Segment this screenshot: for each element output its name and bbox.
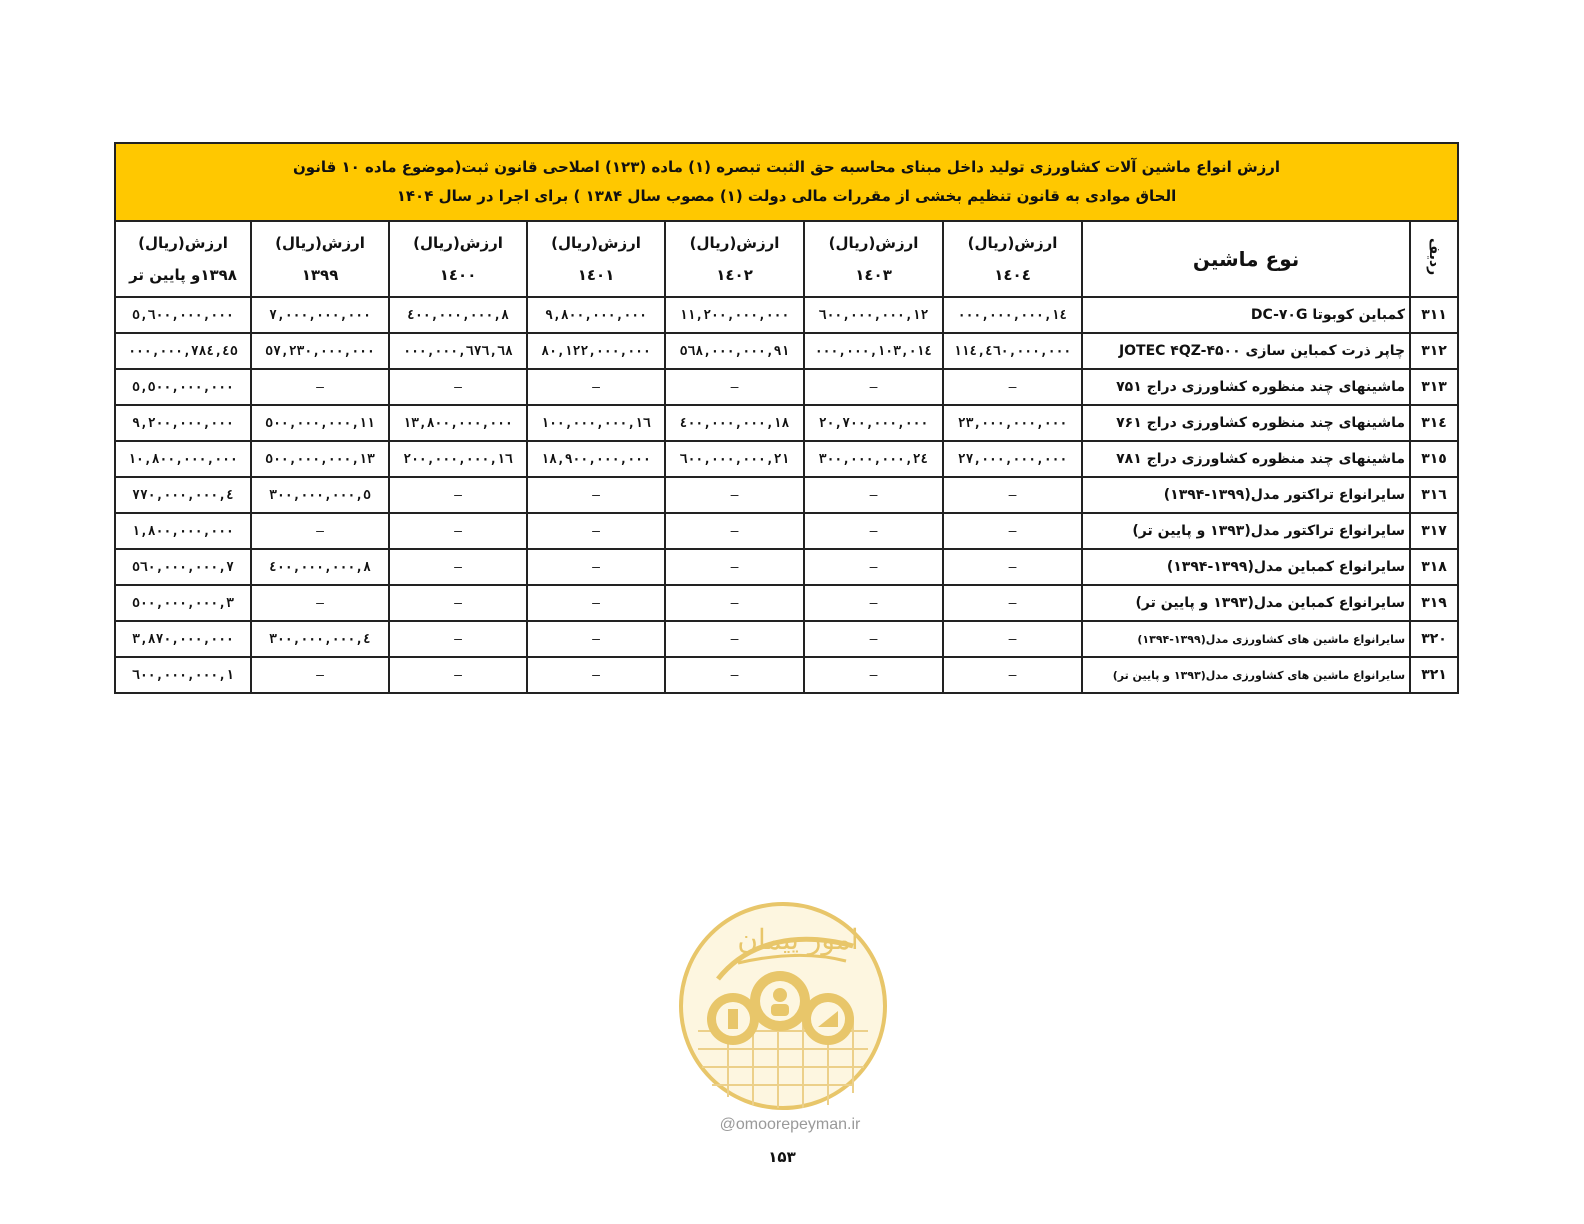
value-cell: ۱,۸۰۰,۰۰۰,۰۰۰: [115, 513, 251, 549]
header-value-label: ارزش(ریال): [689, 234, 780, 252]
value-cell: –: [943, 369, 1082, 405]
value-cell: –: [389, 477, 527, 513]
value-cell: ۲۳,۰۰۰,۰۰۰,۰۰۰: [943, 405, 1082, 441]
value-cell: –: [804, 585, 943, 621]
omoorepeyman-logo: [678, 901, 888, 1111]
value-cell: –: [527, 477, 665, 513]
value-cell: ۸,٤۰۰,۰۰۰,۰۰۰: [251, 549, 389, 585]
header-year-label: ۱۳۹۹: [301, 266, 339, 284]
value-cell: –: [527, 585, 665, 621]
website-watermark: @omoorepeyman.ir: [719, 1116, 861, 1133]
value-cell: –: [251, 369, 389, 405]
value-cell: ۲۱,٦۰۰,۰۰۰,۰۰۰: [665, 441, 804, 477]
table-row: [115, 549, 1458, 585]
value-cell: –: [527, 369, 665, 405]
value-cell: –: [389, 585, 527, 621]
table-row: [115, 405, 1458, 441]
value-cell: ۱٦,۲۰۰,۰۰۰,۰۰۰: [389, 441, 527, 477]
row-number: ۳۱٥: [1410, 441, 1458, 477]
machinery-price-table: [114, 142, 1459, 694]
table-row: [115, 513, 1458, 549]
value-cell: ۹,۲۰۰,۰۰۰,۰۰۰: [115, 405, 251, 441]
machine-name: ماشینهای چند منظوره کشاورزی دراج ۷۸۱: [1082, 441, 1410, 477]
header-year-label: ۱۳۹۸و پایین تر: [129, 266, 237, 284]
value-cell: ۱٦,۱۰۰,۰۰۰,۰۰۰: [527, 405, 665, 441]
value-cell: ۸,٤۰۰,۰۰۰,۰۰۰: [389, 297, 527, 333]
title-line-2: الحاق موادی به قانون تنظیم بخشی از مقررات مالی دولت (۱) مصوب سال ۱۳۸۴ ) برای اجرا در سال ۱۴۰۴: [396, 187, 1177, 205]
row-number: ۳۱۷: [1410, 513, 1458, 549]
value-cell: ۷,۰۰۰,۰۰۰,۰۰۰: [251, 297, 389, 333]
value-cell: –: [527, 549, 665, 585]
value-cell: ٥,۳۰۰,۰۰۰,۰۰۰: [251, 477, 389, 513]
header-machine-type-label: نوع ماشین: [1192, 247, 1300, 271]
machine-name: سایرانواع تراکتور مدل(۱۳۹۹-۱۳۹۴): [1082, 477, 1410, 513]
table-title: [115, 143, 1458, 221]
row-number: ۳۱٤: [1410, 405, 1458, 441]
header-value-label: ارزش(ریال): [551, 234, 641, 252]
value-cell: ۱۰,۸۰۰,۰۰۰,۰۰۰: [115, 441, 251, 477]
value-cell: ٥,٦۰۰,۰۰۰,۰۰۰: [115, 297, 251, 333]
column-header-row: [115, 221, 1458, 297]
value-cell: ۲۰,۷۰۰,۰۰۰,۰۰۰: [804, 405, 943, 441]
table-row: [115, 621, 1458, 657]
header-year-label: ۱٤۰۰: [439, 266, 477, 284]
value-cell: –: [665, 585, 804, 621]
header-year-1: [804, 221, 943, 297]
header-year-0: [943, 221, 1082, 297]
value-cell: –: [943, 477, 1082, 513]
value-cell: –: [389, 369, 527, 405]
table-row: [115, 477, 1458, 513]
value-cell: ۱۲,٦۰۰,۰۰۰,۰۰۰: [804, 297, 943, 333]
value-cell: –: [943, 549, 1082, 585]
value-cell: –: [251, 585, 389, 621]
header-radif: [1410, 221, 1458, 297]
table-row: [115, 369, 1458, 405]
value-cell: –: [943, 513, 1082, 549]
value-cell: –: [251, 513, 389, 549]
machine-name: چاپر ذرت کمباین سازی JOTEC ۴QZ-۴۵۰۰: [1082, 333, 1410, 369]
row-number: ۳۱۹: [1410, 585, 1458, 621]
value-cell: ۱,٦۰۰,۰۰۰,۰۰۰: [115, 657, 251, 693]
value-cell: –: [389, 657, 527, 693]
machine-name: ماشینهای چند منظوره کشاورزی دراج ۷۵۱: [1082, 369, 1410, 405]
value-cell: –: [251, 657, 389, 693]
header-value-label: ارزش(ریال): [828, 234, 919, 252]
value-cell: ۸۰,۱۲۲,۰۰۰,۰۰۰: [527, 333, 665, 369]
header-year-6: [115, 221, 251, 297]
header-value-label: ارزش(ریال): [275, 234, 365, 252]
value-cell: ٦۸,٦۷٦,۰۰۰,۰۰۰: [389, 333, 527, 369]
header-year-label: ۱٤۰۲: [716, 266, 753, 284]
value-cell: ٤٥,۷۸٤,۰۰۰,۰۰۰: [115, 333, 251, 369]
value-cell: –: [665, 477, 804, 513]
value-cell: ۹,۸۰۰,۰۰۰,۰۰۰: [527, 297, 665, 333]
value-cell: ۱۱,۲۰۰,۰۰۰,۰۰۰: [665, 297, 804, 333]
value-cell: ٥,٥۰۰,۰۰۰,۰۰۰: [115, 369, 251, 405]
value-cell: ۳,٥۰۰,۰۰۰,۰۰۰: [115, 585, 251, 621]
value-cell: –: [804, 657, 943, 693]
value-cell: –: [527, 513, 665, 549]
value-cell: ۱۱,٥۰۰,۰۰۰,۰۰۰: [251, 405, 389, 441]
header-machine-type: [1082, 221, 1410, 297]
value-cell: –: [804, 621, 943, 657]
header-radif-label: ردیف: [1426, 238, 1443, 276]
value-cell: –: [665, 513, 804, 549]
row-number: ۳۲۰: [1410, 621, 1458, 657]
table-row: [115, 585, 1458, 621]
row-number: ۳۱۲: [1410, 333, 1458, 369]
value-cell: –: [389, 549, 527, 585]
value-cell: ۱۸,۹۰۰,۰۰۰,۰۰۰: [527, 441, 665, 477]
value-cell: –: [389, 513, 527, 549]
value-cell: ۱۳,۸۰۰,۰۰۰,۰۰۰: [389, 405, 527, 441]
value-cell: –: [943, 657, 1082, 693]
value-cell: ۱٤,۰۰۰,۰۰۰,۰۰۰: [943, 297, 1082, 333]
value-cell: –: [804, 477, 943, 513]
value-cell: –: [527, 621, 665, 657]
table-row: [115, 441, 1458, 477]
value-cell: ٥۷,۲۳۰,۰۰۰,۰۰۰: [251, 333, 389, 369]
machine-name: سایرانواع ماشین های کشاورزی مدل(۱۳۹۹-۱۳۹۴): [1082, 621, 1410, 657]
machine-name: ماشینهای چند منظوره کشاورزی دراج ۷۶۱: [1082, 405, 1410, 441]
machine-name: کمباین کوبوتا DC-۷۰G: [1082, 297, 1410, 333]
logo-text: امور پیمان: [737, 923, 859, 956]
header-year-label: ۱٤۰۳: [855, 266, 892, 284]
header-year-5: [251, 221, 389, 297]
value-cell: ۱۰۳,۰۱٤,۰۰۰,۰۰۰: [804, 333, 943, 369]
table-row: [115, 657, 1458, 693]
machine-name: سایرانواع ماشین های کشاورزی مدل(۱۳۹۳ و پایین تر): [1082, 657, 1410, 693]
row-number: ۳۱٦: [1410, 477, 1458, 513]
value-cell: –: [804, 549, 943, 585]
value-cell: ۱۱٤,٤٦۰,۰۰۰,۰۰۰: [943, 333, 1082, 369]
value-cell: ۹۱,٥٦۸,۰۰۰,۰۰۰: [665, 333, 804, 369]
header-value-label: ارزش(ریال): [967, 234, 1058, 252]
table-row: [115, 333, 1458, 369]
value-cell: –: [389, 621, 527, 657]
machine-name: سایرانواع کمباین مدل(۱۳۹۹-۱۳۹۴): [1082, 549, 1410, 585]
value-cell: ۷,٥٦۰,۰۰۰,۰۰۰: [115, 549, 251, 585]
row-number: ۳۱۱: [1410, 297, 1458, 333]
header-year-label: ۱٤۰٤: [994, 266, 1031, 284]
header-year-label: ۱٤۰۱: [577, 266, 615, 284]
value-cell: –: [665, 621, 804, 657]
header-value-label: ارزش(ریال): [413, 234, 503, 252]
table-row: [115, 297, 1458, 333]
value-cell: ٤,۳۰۰,۰۰۰,۰۰۰: [251, 621, 389, 657]
header-year-2: [665, 221, 804, 297]
value-cell: –: [665, 369, 804, 405]
machine-name: سایرانواع تراکتور مدل(۱۳۹۳ و پایین تر): [1082, 513, 1410, 549]
page-number: ۱۵۳: [768, 1148, 796, 1166]
value-cell: –: [943, 621, 1082, 657]
row-number: ۳۲۱: [1410, 657, 1458, 693]
value-cell: –: [527, 657, 665, 693]
row-number: ۳۱۸: [1410, 549, 1458, 585]
value-cell: –: [943, 585, 1082, 621]
header-value-label: ارزش(ریال): [138, 234, 228, 252]
header-year-3: [527, 221, 665, 297]
value-cell: –: [804, 369, 943, 405]
header-year-4: [389, 221, 527, 297]
title-line-1: ارزش انواع ماشین آلات کشاورزی تولید داخل مبنای محاسبه حق الثبت تبصره (۱) ماده (۱۲۳) اصلاحی قانون ثبت(موضوع ماده ۱۰ قانون: [292, 158, 1281, 176]
row-number: ۳۱۳: [1410, 369, 1458, 405]
value-cell: –: [665, 657, 804, 693]
value-cell: ۱۳,٥۰۰,۰۰۰,۰۰۰: [251, 441, 389, 477]
value-cell: –: [804, 513, 943, 549]
value-cell: –: [665, 549, 804, 585]
table-body: [115, 297, 1458, 693]
value-cell: ۳,۸۷۰,۰۰۰,۰۰۰: [115, 621, 251, 657]
value-cell: ۱۸,٤۰۰,۰۰۰,۰۰۰: [665, 405, 804, 441]
value-cell: ۲٤,۳۰۰,۰۰۰,۰۰۰: [804, 441, 943, 477]
price-table-container: [114, 142, 1457, 694]
machine-name: سایرانواع کمباین مدل(۱۳۹۳ و پایین تر): [1082, 585, 1410, 621]
value-cell: ۲۷,۰۰۰,۰۰۰,۰۰۰: [943, 441, 1082, 477]
value-cell: ٤,۷۷۰,۰۰۰,۰۰۰: [115, 477, 251, 513]
